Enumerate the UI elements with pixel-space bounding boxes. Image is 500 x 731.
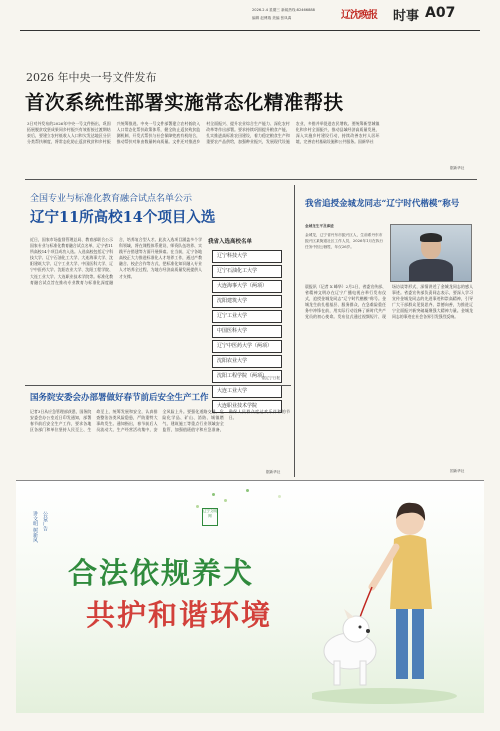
paper-logo: 辽沈晚报 <box>341 10 377 21</box>
person-legs <box>396 609 408 679</box>
school-item: 沈阳建筑大学 <box>212 295 282 308</box>
poster-slogan-line2: 共护和谐环境 <box>86 598 273 632</box>
masthead <box>0 0 500 32</box>
story3-text: 晨报讯（记者 X 峰华）2月2日，省委宣传部、省精神文明办在辽宁广播电视台举行发布仪式，追授金城龙同志“辽宁时代楷模”称号。金城龙生前扎根基层、服务群众，在急难险重任务中冲锋在前，用实际行动诠释了新时代共产党员的初心使命。发布仪式通过视频短片、现场访谈等形式，深情讲述了金城龙同志的感人事迹。省委宣传部负责同志表示，要深入学习宣传金城龙同志的先进事迹和崇高精神，引导广大干部群众见贤思齐、崇德向善，为推进辽宁全面振兴新突破凝聚强大精神力量。金城龙同志的事迹在社会各界引发强烈反响。 <box>305 284 473 320</box>
section-title: 时事 <box>393 9 420 24</box>
school-item: 大连海事大学（两项） <box>212 280 282 293</box>
school-item: 大连工业大学 <box>212 385 282 398</box>
portrait-body <box>409 259 453 281</box>
school-item: 辽宁科技大学 <box>212 250 282 263</box>
school-list-title: 我省入选高校名单 <box>208 239 253 245</box>
school-list <box>212 250 282 413</box>
poster-side-right: 公益广告 <box>42 511 48 531</box>
story3-bio: 金城龙，辽宁省丹东市振兴区人，生前系丹东市振兴区某街道社区工作人员，2026年1月在执行任务中因公牺牲，年仅26岁。 <box>305 233 384 249</box>
poster-badge: 辽宁文明网 <box>202 508 218 526</box>
school-item: 辽宁工业大学 <box>212 310 282 323</box>
story2-text: 近日，国家市场监督管理总局、教育部联合公示国家专业与标准化教育融合试点名单，辽宁省11所高校14个项目成功入选。入选高校包括辽宁科技大学、辽宁石油化工大学、大连海事大学、沈阳建筑大学、辽宁工业大学、中国医科大学、辽宁中医药大学、沈阳农业大学、沈阳工程学院、大连工业大学、大连职业技术学院等。标准化教育融合试点旨在推动专业教育与标准化深度融合，培养复合型人才。此次入选项目涵盖多个学科领域，将在课程体系建设、师资队伍培养、实践平台搭建等方面开展探索。在当前，辽宁各地高校正大力推进标准化人才培养工作，通过产教融合、校企合作等方式，把标准化知识融入专业人才培养全过程，为地方经济高质量发展提供人才支撑。 <box>30 237 202 285</box>
poster-slogan-line1: 合法依规养犬 <box>68 556 255 590</box>
foliage-dot <box>246 489 249 492</box>
story2-headline: 辽宁11所高校14个项目入选 <box>30 209 216 226</box>
dog-nose <box>366 629 370 633</box>
foliage-dot <box>278 495 281 498</box>
story3-body <box>305 284 473 474</box>
story3-credit: 国新华社 <box>450 469 465 473</box>
dog-leg <box>360 661 366 685</box>
column-divider <box>294 185 295 477</box>
portrait-hair <box>420 233 442 242</box>
divider-1 <box>25 179 477 180</box>
top-story-headline: 首次系统性部署实施常态化精准帮扶 <box>25 91 344 114</box>
school-item: 中国医科大学 <box>212 325 282 338</box>
public-service-poster <box>16 480 484 713</box>
story2-body <box>30 237 202 363</box>
school-item: 沈阳工程学院（两项） <box>212 370 282 383</box>
date-line: 2026.2.4 星期三 新闻热线:82466888 <box>252 8 315 12</box>
story4-text: 记者3日从应急管理部获悉，国务院安委会办公室近日印发通知，部署春节前后安全生产工作，要求各地区各部门和单位坚持人民至上、生命至上，统筹发展和安全，认真排查整治各类风险隐患，严防重特大事故发生。通知指出，春节前后人员流动大、生产经营活动集中，安全风险上升。要强化道路交通、危险化学品、矿山、消防、城镇燃气、建筑施工等重点行业领域安全监管，加强值班值守和应急准备，确保人民群众度过欢乐祥和的节日。 <box>30 409 290 433</box>
header-rule <box>20 30 480 31</box>
foliage-dot <box>196 505 199 508</box>
story2-credit: 据辽宁日报 <box>262 376 280 380</box>
dog-head <box>343 616 369 642</box>
person-dog-illustration <box>312 491 472 706</box>
poster-side-left: 讲文明 树新风 <box>32 511 38 543</box>
dog-eye <box>359 626 362 629</box>
divider-2 <box>25 385 291 386</box>
dog-leg <box>334 661 340 685</box>
portrait-photo <box>390 224 472 282</box>
foliage-dot <box>224 499 227 502</box>
dog-ear <box>344 609 354 619</box>
school-item: 辽宁石油化工大学 <box>212 265 282 278</box>
top-story-body <box>27 121 469 174</box>
editor-line: 编辑 赵博瑞 美编 张凤禹 <box>252 16 292 20</box>
story4-body <box>30 409 290 475</box>
page-number: A07 <box>425 5 456 21</box>
school-item: 大连职业技术学院 <box>212 400 282 413</box>
school-list-panel <box>206 237 284 415</box>
illustration-ground <box>312 688 457 704</box>
top-story-credit: 据新华社 <box>450 166 465 170</box>
school-item: 沈阳农业大学 <box>212 355 282 368</box>
story4-headline: 国务院安委会办部署做好春节前后安全生产工作 <box>30 393 209 403</box>
foliage-dot <box>212 493 215 496</box>
story3-sub: 金城龙生平及事迹 <box>305 224 334 228</box>
person-legs <box>412 609 424 679</box>
top-story-text: 3日对外发布的2026年中央一号文件指出，巩固拓展脱贫攻坚成果同乡村振兴有效衔接过渡期结束后，要建立农村低收入人口和欠发达地区分层分类帮扶制度，将常态化防止返贫致贫和乡村振兴统筹推进。中央一号文件部署建立农村低收入人口常态化帮扶政策体系，健全防止返贫致贫监测机制，开发式帮扶与社会保障兜底有机结合，推动帮扶对象由数量转向质量。文件还对推进乡村全面振兴、提升农业综合生产能力、深化农村改革等作出部署。要求持续巩固提升粮食产能，扎实推进高标准农田建设，着力稳定粮食生产和重要农产品供给，加强种业振兴，发展现代设施农业，多措并举促进农民增收。要统筹新型城镇化和乡村全面振兴，推动县域经济高质量发展，深入实施乡村建设行动，持续改善农村人居环境，完善农村基础设施和公共服务。国新华社 <box>27 121 380 145</box>
story2-kicker: 全国专业与标准化教育融合试点名单公示 <box>30 194 193 204</box>
school-item: 辽宁中医药大学（两项） <box>212 340 282 353</box>
story3-headline: 我省追授金城龙同志“辽宁时代楷模”称号 <box>305 199 460 209</box>
story4-credit: 据新华社 <box>266 470 281 474</box>
top-story-kicker: 2026 年中央一号文件发布 <box>26 71 157 84</box>
